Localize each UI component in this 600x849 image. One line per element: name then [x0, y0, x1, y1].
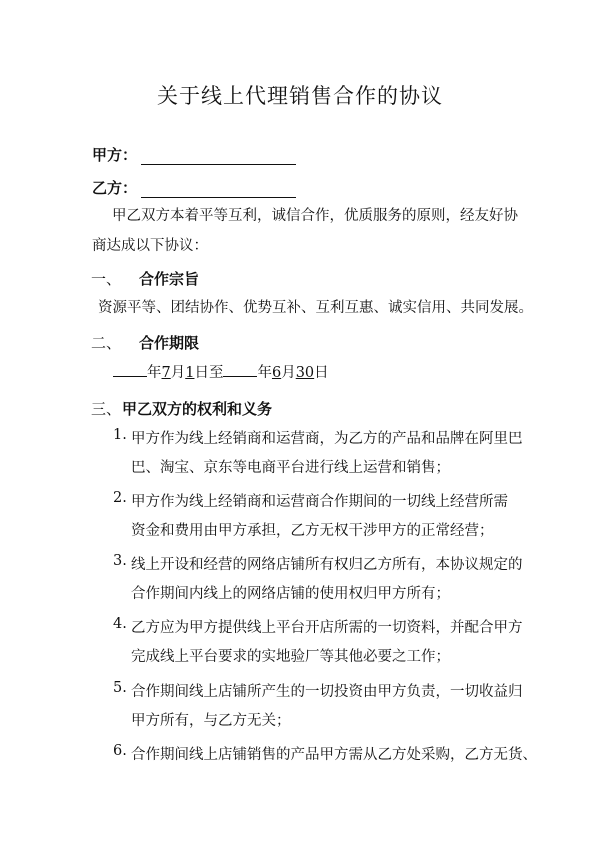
- item-2-number: 2.: [113, 490, 127, 506]
- party-a-signature-line: [141, 148, 296, 165]
- item-5-number: 5.: [113, 680, 127, 696]
- start-month: 7: [161, 365, 171, 381]
- item-5-line-1: 合作期间线上店铺所产生的一切投资由甲方负责，一切收益归: [131, 684, 523, 700]
- item-2-line-2: 资金和费用由甲方承担，乙方无权干涉甲方的正常经营；: [131, 523, 494, 539]
- start-day: 1: [185, 365, 195, 381]
- section-1-title: 合作宗旨: [139, 270, 200, 288]
- section-3-number: 三、: [91, 400, 122, 418]
- intro-line-2: 商达成以下协议：: [92, 238, 208, 254]
- term-month-label-2: 月: [281, 365, 296, 381]
- section-2-number: 二、: [91, 334, 122, 352]
- item-2-line-1: 甲方作为线上经销商和运营商合作期间的一切线上经营所需: [131, 494, 508, 510]
- end-year-blank: [223, 362, 257, 377]
- section-2-title: 合作期限: [139, 334, 200, 352]
- item-6-number: 6.: [113, 743, 127, 759]
- item-4-number: 4.: [113, 616, 127, 632]
- term-month-label-1: 月: [170, 365, 186, 381]
- party-a-row: [92, 144, 296, 165]
- term-year-label-2: 年: [257, 365, 272, 381]
- item-3-line-2: 合作期间内线上的网络店铺的使用权归甲方所有；: [131, 586, 450, 602]
- party-b-signature-line: [141, 181, 296, 198]
- purpose-text: 资源平等、团结协作、优势互补、互利互惠、诚实信用、共同发展。: [98, 300, 533, 316]
- end-day: 30: [295, 365, 315, 381]
- section-3-title: 甲乙双方的权利和义务: [122, 400, 273, 418]
- item-1-number: 1.: [113, 427, 127, 443]
- item-3-number: 3.: [113, 553, 127, 569]
- party-b-row: [92, 177, 296, 198]
- item-1-line-1: 甲方作为线上经销商和运营商，为乙方的产品和品牌在阿里巴: [131, 431, 523, 447]
- section-1-number: 一、: [91, 270, 122, 288]
- intro-line-1: 甲乙双方本着平等互利，诚信合作，优质服务的原则，经友好协: [112, 208, 518, 224]
- item-3-line-1: 线上开设和经营的网络店铺所有权归乙方所有，本协议规定的: [131, 557, 523, 573]
- end-month: 6: [271, 365, 282, 381]
- item-4-line-2: 完成线上平台要求的实地验厂等其他必要之工作；: [131, 649, 450, 665]
- term-line: [113, 362, 329, 383]
- term-end-label: 日: [314, 365, 329, 381]
- item-4-line-1: 乙方应为甲方提供线上平台开店所需的一切资料，并配合甲方: [131, 620, 523, 636]
- party-a-label: 甲方：: [92, 146, 138, 164]
- party-b-label: 乙方：: [92, 179, 138, 197]
- term-year-label-1: 年: [147, 365, 162, 381]
- start-year-blank: [113, 362, 147, 377]
- item-1-line-2: 巴、淘宝、京东等电商平台进行线上运营和销售；: [131, 460, 450, 476]
- document-title: 关于线上代理销售合作的协议: [157, 84, 443, 108]
- item-6-line-1: 合作期间线上店铺销售的产品甲方需从乙方处采购，乙方无货、: [131, 747, 537, 763]
- item-5-line-2: 甲方所有，与乙方无关；: [131, 713, 291, 729]
- term-to-label: 日至: [194, 365, 224, 381]
